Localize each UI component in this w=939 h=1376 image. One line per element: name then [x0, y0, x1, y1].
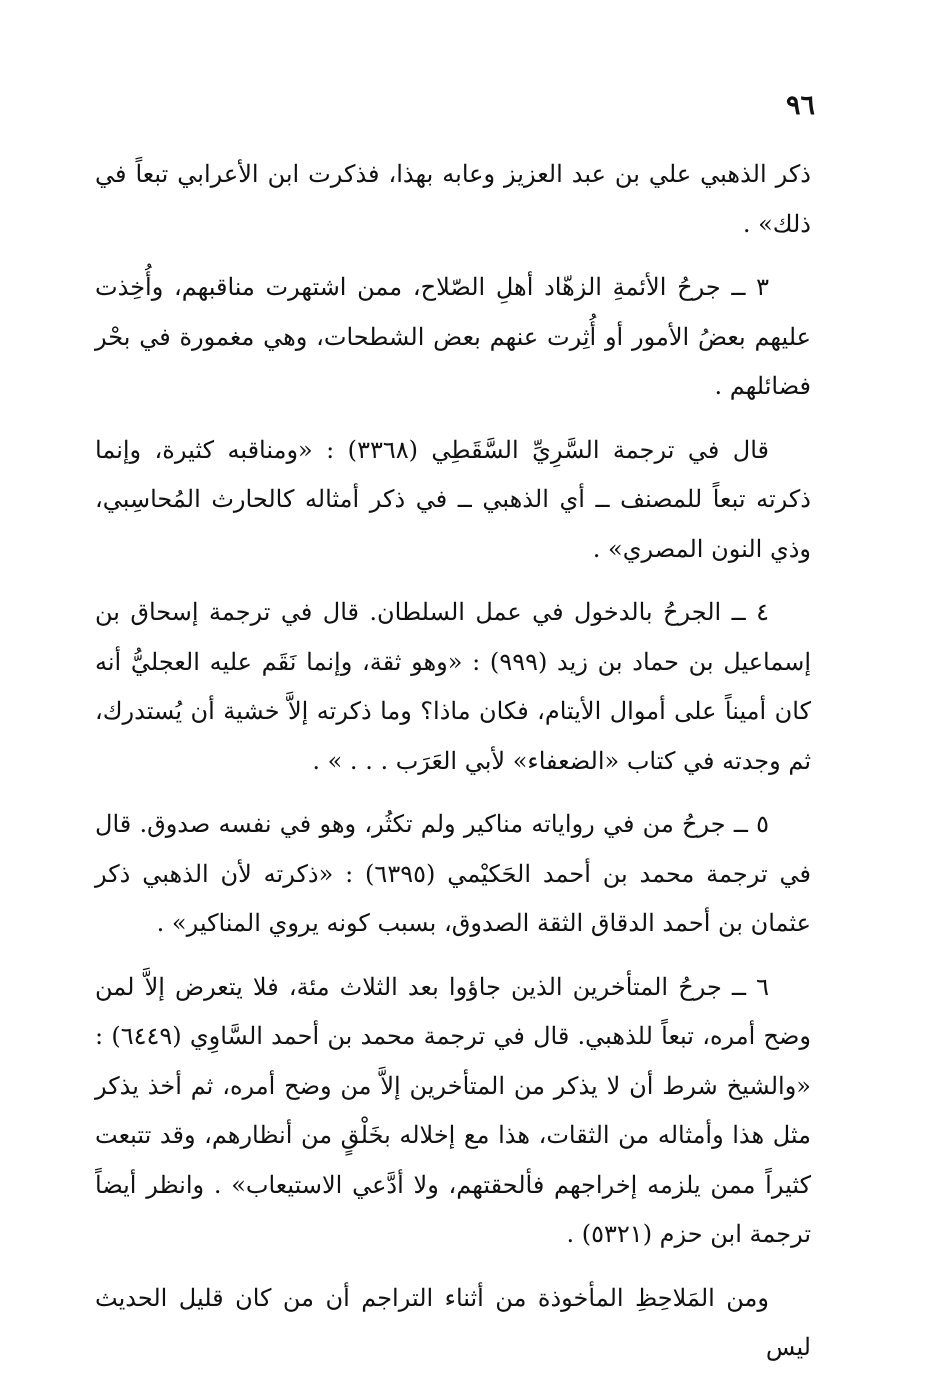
- page-number: ٩٦: [785, 90, 815, 121]
- paragraph-item-4: ٤ ــ الجرحُ بالدخول في عمل السلطان. قال في ترجمة إسحاق بن إسماعيل بن حماد بن زيد (٩٩٩) : «وهو ثقة، وإنما نَقَم عليه العجليُّ أنه كان أميناً على أموال الأيتام، فكان ماذا؟ وما ذكرته إلاَّ خشية أن يُستدرك، ثم وجدته في كتاب «الضعفاء» لأبي العَرَب . . . » .: [95, 598, 812, 775]
- paragraph-item-3: ٣ ــ جرحُ الأئمةِ الزهّاد أهلِ الصّلاح، ممن اشتهرت مناقبهم، وأُخِذت عليهم بعضُ الأمور أو أُثِرت عنهم بعض الشطحات، وهي مغمورة في بحْر فضائلهم .: [95, 273, 811, 400]
- paragraph-item-6: ٦ ــ جرحُ المتأخرين الذين جاؤوا بعد الثلاث مئة، فلا يتعرض إلاَّ لمن وضح أمره، تبعاً للذهبي. قال في ترجمة محمد بن أحمد السَّاوِي (٦٤٤٩) : «والشيخ شرط أن لا يذكر من المتأخرين إلاَّ من وضح أمره، ثم أخذ يذكر مثل هذا وأمثاله من الثقات، هذا مع إخلاله بخَلْقٍ من أنظارهم، وقد تتبعت كثيراً ممن يلزمه إخراجهم فألحقتهم، ولا أدَّعي الاستيعاب» . وانظر أيضاً ترجمة ابن حزم (٥٣٢١) .: [95, 972, 812, 1248]
- paragraph-closing: ومن المَلاحِظِ المأخوذة من أثناء التراجم أن من كان قليل الحديث ليس: [95, 1283, 811, 1361]
- paragraph-item-5: ٥ ــ جرحُ من في رواياته مناكير ولم تكثُر، وهو في نفسه صدوق. قال في ترجمة محمد بن أحمد الحَكيْمي (٦٣٩٥) : «ذكرته لأن الذهبي ذكر عثمان بن أحمد الدقاق الثقة الصدوق، بسبب كونه يروي المناكير» .: [95, 810, 811, 937]
- paragraph-quote-sari: قال في ترجمة السَّرِيِّ السَّقَطِي (٣٣٦٨) : «ومناقبه كثيرة، وإنما ذكرته تبعاً للمصنف ــ أي الذهبي ــ في ذكر أمثاله كالحارث المُحاسِبي، وذي النون المصري» .: [95, 435, 811, 563]
- paragraph-continuation: ذكر الذهبي علي بن عبد العزيز وعابه بهذا، فذكرت ابن الأعرابي تبعاً في ذلك» .: [95, 160, 811, 238]
- body-text: [95, 150, 811, 1373]
